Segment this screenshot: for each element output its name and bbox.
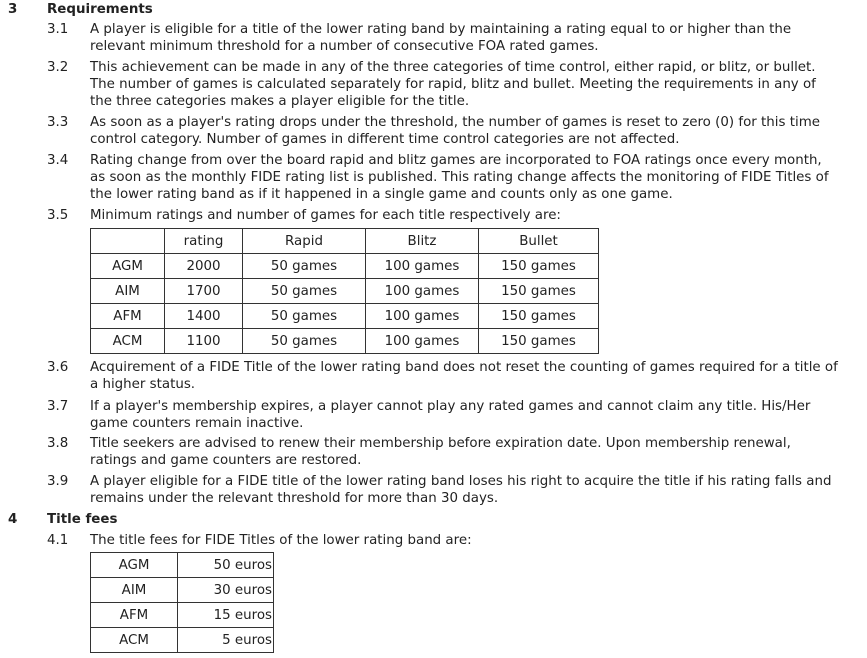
item-text: A player is eligible for a title of the lower rating band by maintaining a rating equal to or higher than the relevant minimum threshold for a number of consecutive FOA rated games. xyxy=(90,22,792,54)
item-number: 3.1 xyxy=(47,22,69,37)
table-cell: 1700 xyxy=(165,279,243,304)
item-number: 3.6 xyxy=(47,360,69,375)
item-number: 3.9 xyxy=(47,474,69,489)
table-cell: 1400 xyxy=(165,304,243,329)
table-row xyxy=(91,603,274,628)
table-cell: 100 games xyxy=(366,304,479,329)
item-number: 4.1 xyxy=(47,533,69,548)
table-cell: 100 games xyxy=(366,329,479,354)
item-text: Rating change from over the board rapid and blitz games are incorporated to FOA ratings once every month, as soon as the monthly FIDE rating list is published. This rating change affects the monitoring of FIDE Titles of the lower rating band as if it happened in a single game and counts only as one game. xyxy=(90,153,829,202)
section-number: 4 xyxy=(8,512,18,527)
section-title: Requirements xyxy=(47,2,153,17)
table-row xyxy=(91,553,274,578)
item-number: 3.2 xyxy=(47,60,69,75)
header-cell: Rapid xyxy=(243,229,366,254)
table-cell: 150 games xyxy=(479,279,599,304)
table-cell: 100 games xyxy=(366,254,479,279)
section-number: 3 xyxy=(8,2,18,17)
header-cell: rating xyxy=(165,229,243,254)
table-cell: AIM xyxy=(91,279,165,304)
table-cell: AFM xyxy=(91,603,178,628)
item-number: 3.5 xyxy=(47,208,69,223)
table-cell: 100 games xyxy=(366,279,479,304)
table-row xyxy=(91,578,274,603)
table-cell: 5 euros xyxy=(178,628,274,653)
requirements-table xyxy=(90,228,599,354)
table-row xyxy=(91,304,599,329)
table-cell: 50 euros xyxy=(178,553,274,578)
item-number: 3.4 xyxy=(47,153,69,168)
item-number: 3.7 xyxy=(47,399,69,414)
item-text: A player eligible for a FIDE title of the lower rating band loses his right to acquire the title if his rating falls and remains under the relevant threshold for more than 30 days. xyxy=(90,474,832,506)
header-cell: Bullet xyxy=(479,229,599,254)
item-text: This achievement can be made in any of the three categories of time control, either rapid, or blitz, or bullet. The number of games is calculated separately for rapid, blitz and bullet. Meeting the requirements in any of the three categories makes a player eligible for the title. xyxy=(90,60,816,109)
item-text: The title fees for FIDE Titles of the lower rating band are: xyxy=(90,533,472,548)
table-cell: 30 euros xyxy=(178,578,274,603)
table-row xyxy=(91,329,599,354)
item-text: If a player's membership expires, a player cannot play any rated games and cannot claim any title. His/Her game counters remain inactive. xyxy=(90,399,811,431)
table-cell: ACM xyxy=(91,329,165,354)
item-text: Acquirement of a FIDE Title of the lower rating band does not reset the counting of games required for a title of a higher status. xyxy=(90,360,838,392)
table-cell: AGM xyxy=(91,553,178,578)
table-cell: 2000 xyxy=(165,254,243,279)
table-cell: AIM xyxy=(91,578,178,603)
item-text: Minimum ratings and number of games for each title respectively are: xyxy=(90,208,561,223)
table-cell: 50 games xyxy=(243,329,366,354)
item-number: 3.8 xyxy=(47,436,69,451)
table-cell: 150 games xyxy=(479,254,599,279)
table-row xyxy=(91,279,599,304)
table-cell: 50 games xyxy=(243,304,366,329)
table-row xyxy=(91,628,274,653)
item-text: As soon as a player's rating drops under the threshold, the number of games is reset to zero (0) for this time control category. Number of games in different time control categories are not affected. xyxy=(90,115,820,147)
table-cell: 15 euros xyxy=(178,603,274,628)
table-header-row xyxy=(91,229,599,254)
section-title: Title fees xyxy=(47,512,118,527)
table-cell: 50 games xyxy=(243,254,366,279)
table-cell: 150 games xyxy=(479,304,599,329)
table-cell: ACM xyxy=(91,628,178,653)
fees-table xyxy=(90,552,274,653)
table-cell: 50 games xyxy=(243,279,366,304)
header-cell: Blitz xyxy=(366,229,479,254)
table-cell: AFM xyxy=(91,304,165,329)
table-cell: AGM xyxy=(91,254,165,279)
header-cell xyxy=(91,229,165,254)
table-row xyxy=(91,254,599,279)
item-text: Title seekers are advised to renew their membership before expiration date. Upon membership renewal, ratings and game counters are restored. xyxy=(90,436,791,468)
table-cell: 150 games xyxy=(479,329,599,354)
table-cell: 1100 xyxy=(165,329,243,354)
item-number: 3.3 xyxy=(47,115,69,130)
